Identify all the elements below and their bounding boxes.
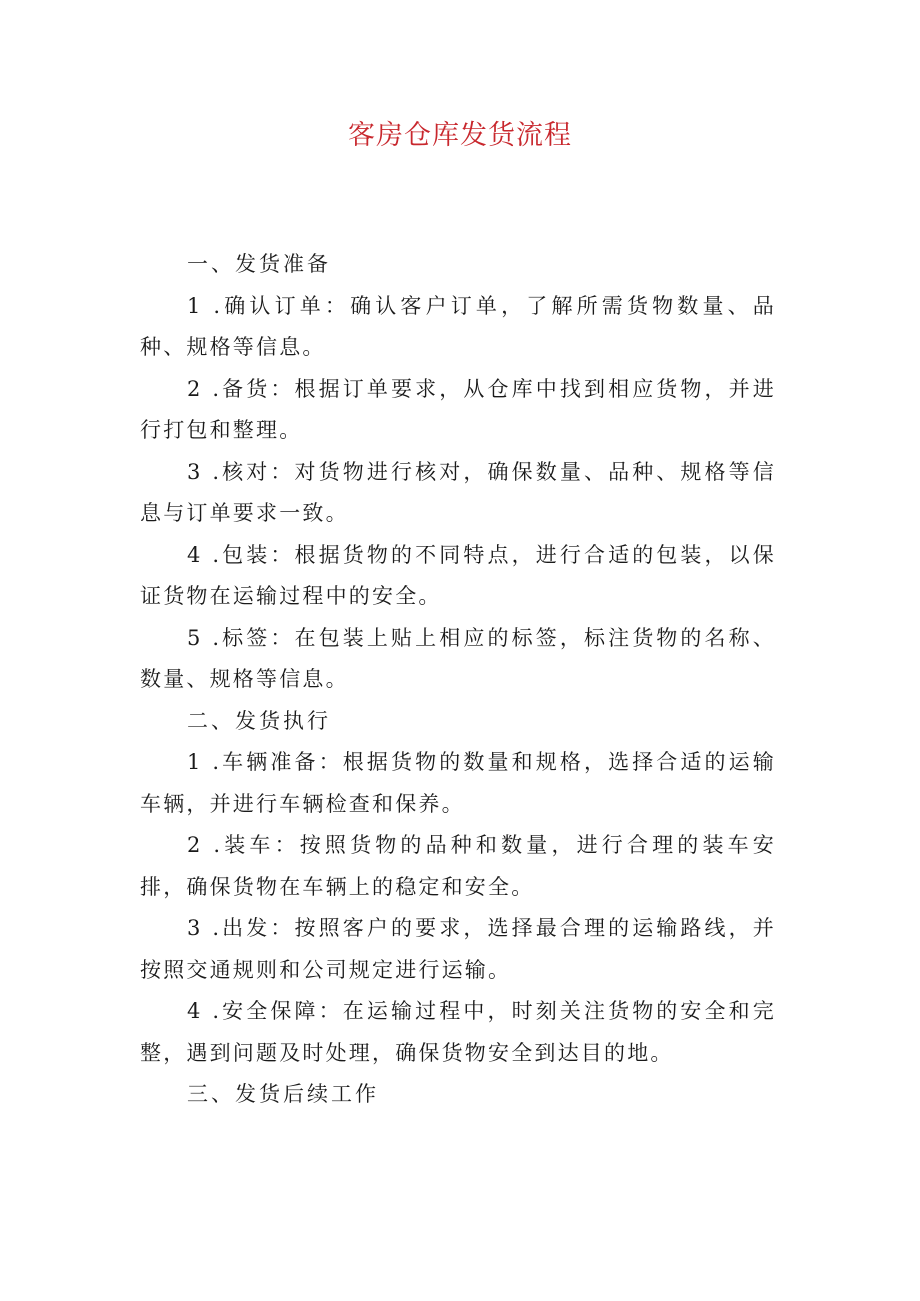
paragraph-packaging: 4 .包装：根据货物的不同特点，进行合适的包装，以保证货物在运输过程中的安全。	[140, 542, 776, 608]
section-heading-execution: 二、发货执行	[187, 708, 331, 733]
paragraph-loading: 2 .装车：按照货物的品种和数量，进行合理的装车安排，确保货物在车辆上的稳定和安全。	[140, 833, 776, 899]
paragraph-vehicle-prep: 1 .车辆准备：根据货物的数量和规格，选择合适的运输车辆，并进行车辆检查和保养。	[140, 750, 776, 816]
document-title: 客房仓库发货流程	[348, 120, 572, 151]
paragraph-departure: 3 .出发：按照客户的要求，选择最合理的运输路线，并按照交通规则和公司规定进行运输。	[140, 916, 776, 982]
section-heading-followup: 三、发货后续工作	[187, 1082, 379, 1106]
section-heading-preparation: 一、发货准备	[187, 252, 331, 276]
paragraph-safety: 4 .安全保障：在运输过程中，时刻关注货物的安全和完整，遇到问题及时处理，确保货物安全到达目的地。	[140, 999, 776, 1065]
paragraph-confirm-order: 1 .确认订单：确认客户订单，了解所需货物数量、品种、规格等信息。	[140, 293, 776, 359]
paragraph-stock-prep: 2 .备货：根据订单要求，从仓库中找到相应货物，并进行打包和整理。	[140, 376, 776, 442]
paragraph-labeling: 5 .标签：在包装上贴上相应的标签，标注货物的名称、数量、规格等信息。	[140, 625, 776, 691]
document-body	[140, 244, 776, 1116]
paragraph-verify: 3 .核对：对货物进行核对，确保数量、品种、规格等信息与订单要求一致。	[140, 459, 776, 525]
